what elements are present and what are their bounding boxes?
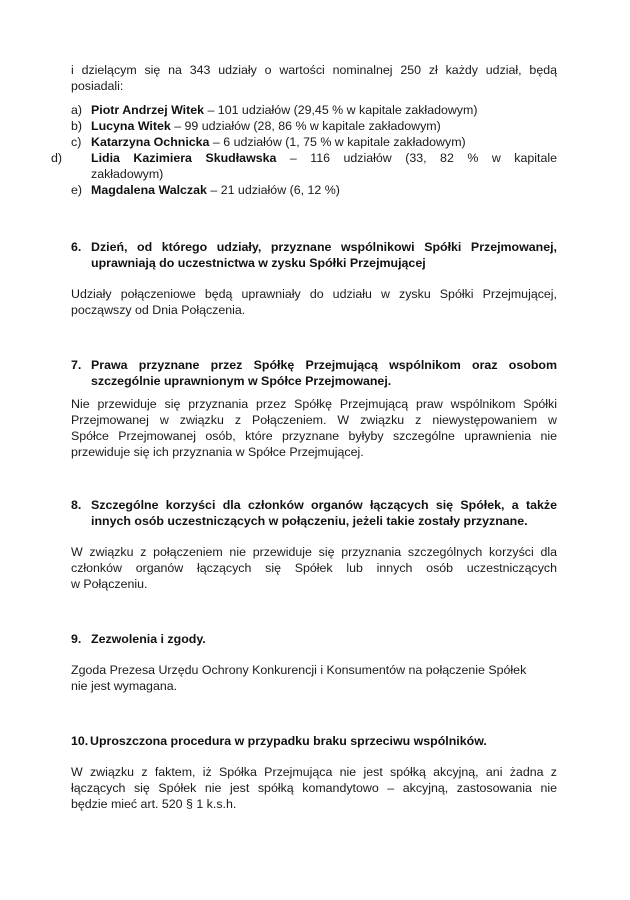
section-6 — [71, 239, 557, 318]
list-item: c) Katarzyna Ochnicka – 6 udziałów (1, 75 % w kapitale zakładowym) — [71, 135, 466, 149]
section-body: Nie przewiduje się przyznania przez Spółkę Przejmującą praw wspólnikom Spółki Przejmowanej w związku z Połączeniem. W związku z niewystępowaniem w Spółce Przejmowanej osób, które przyznane byłyby szczególne uprawnienia nie przewiduje się ich przyznania w Spółce Przejmującej. — [71, 397, 557, 459]
section-heading: 9. Zezwolenia i zgody. — [71, 632, 206, 646]
list-item: d) Lidia Kazimiera Skudławska – 116 udziałów (33, 82 % w kapitale zakładowym) — [51, 151, 557, 181]
section-heading: 7. Prawa przyznane przez Spółkę Przejmującą wspólnikom oraz osobom szczególnie uprawnionym w Spółce Przejmowanej. — [71, 358, 557, 388]
section-body: W związku z połączeniem nie przewiduje się przyznania szczególnych korzyści dla członków organów łączących się Spółek lub innych osób uczestniczących w Połączeniu. — [71, 545, 557, 591]
intro-line-2: posiadali: — [71, 79, 124, 93]
section-7 — [71, 357, 557, 460]
list-item: a) Piotr Andrzej Witek – 101 udziałów (29,45 % w kapitale zakładowym) — [71, 103, 478, 117]
shareholder-name: Piotr Andrzej Witek — [91, 103, 205, 117]
shareholder-name: Lucyna Witek — [91, 119, 171, 133]
section-body: W związku z faktem, iż Spółka Przejmująca nie jest spółką akcyjną, ani żadna z łączących się Spółek nie jest spółką komandytowo – akcyjną, zastosowania nie będzie mieć art. 520 § 1 k.s.h. — [71, 765, 557, 811]
shareholder-name: Katarzyna Ochnicka — [91, 135, 210, 149]
section-8 — [71, 497, 557, 592]
section-heading: 6. Dzień, od którego udziały, przyznane wspólnikowi Spółki Przejmowanej, uprawniają do uczestnictwa w zysku Spółki Przejmującej — [71, 240, 557, 270]
section-heading: 10. Uproszczona procedura w przypadku braku sprzeciwu wspólników. — [71, 734, 487, 748]
section-body: Udziały połączeniowe będą uprawniały do udziału w zysku Spółki Przejmującej, począwszy od Dnia Połączenia. — [71, 287, 557, 317]
shareholder-name: Magdalena Walczak — [91, 183, 207, 197]
section-body: Zgoda Prezesa Urzędu Ochrony Konkurencji i Konsumentów na połączenie Spółek nie jest wymagana. — [71, 663, 527, 693]
section-heading: 8. Szczególne korzyści dla członków organów łączących się Spółek, a także innych osób uczestniczących w połączeniu, jeżeli takie zostały przyznane. — [71, 498, 557, 528]
section-10 — [71, 733, 557, 812]
section-9 — [71, 631, 557, 694]
list-item: e) Magdalena Walczak – 21 udziałów (6, 12 %) — [71, 183, 340, 197]
intro-line-1: i dzielącym się na 343 udziały o wartości nominalnej 250 zł każdy udział, będą — [71, 63, 557, 77]
shareholder-list — [51, 102, 557, 198]
list-item: b) Lucyna Witek – 99 udziałów (28, 86 % w kapitale zakładowym) — [71, 119, 441, 133]
intro-block — [51, 62, 557, 198]
shareholder-name: Lidia Kazimiera Skudławska — [91, 151, 277, 165]
